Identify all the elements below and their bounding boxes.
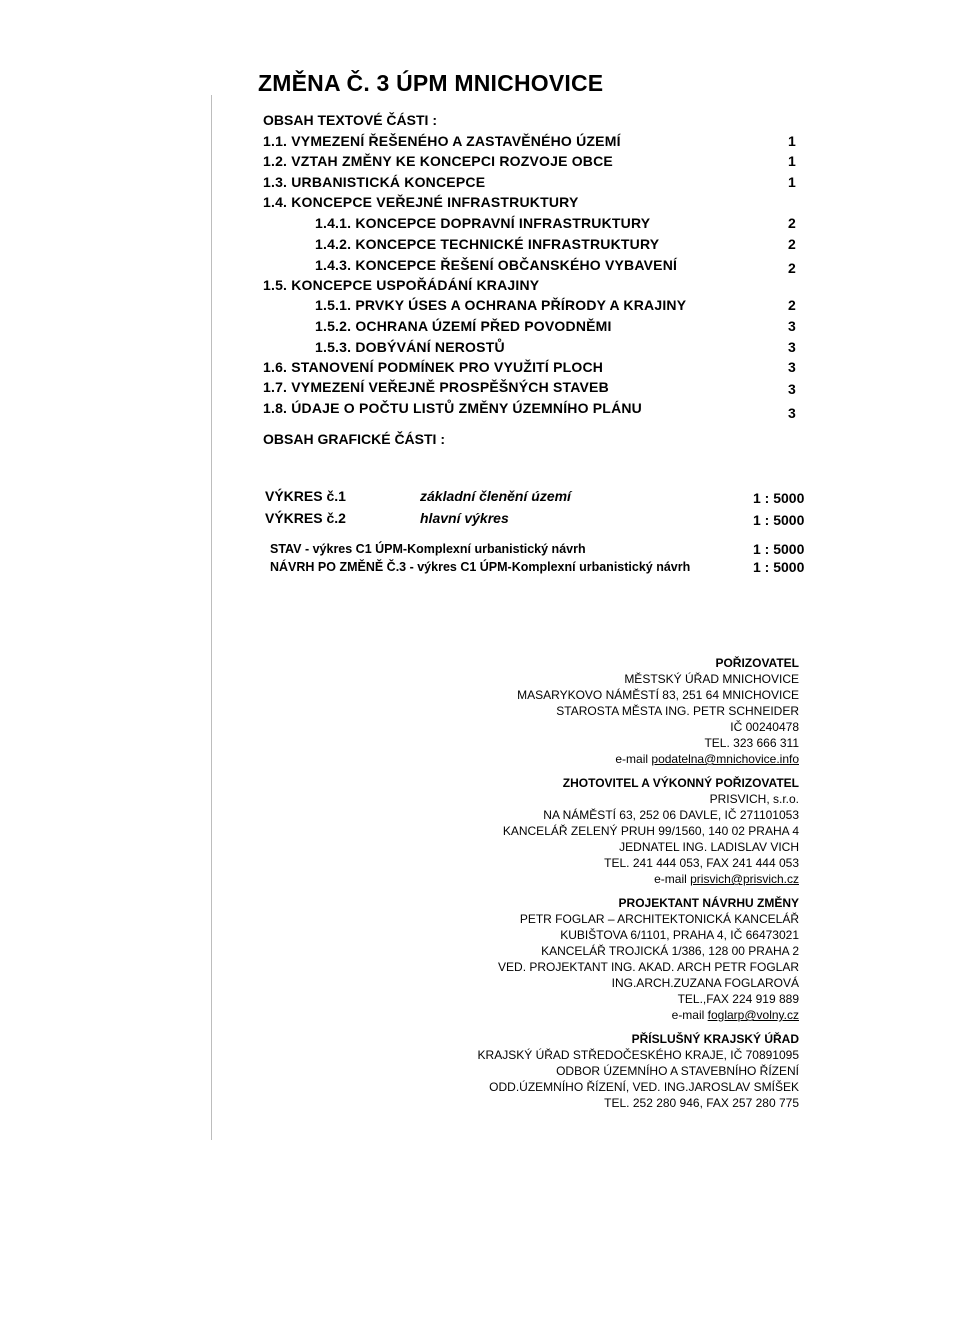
toc-item-page: 1 [788, 174, 796, 190]
projektant-line: ING.ARCH.ZUZANA FOGLAROVÁ [611, 976, 799, 990]
porizovatel-line: STAROSTA MĚSTA ING. PETR SCHNEIDER [556, 704, 799, 718]
toc-item-label: 1.4.3. KONCEPCE ŘEŠENÍ OBČANSKÉHO VYBAVENÍ [315, 257, 678, 273]
zhotovitel-email-link[interactable]: prisvich@prisvich.cz [690, 872, 799, 886]
toc-item-label: 1.5. KONCEPCE USPOŘÁDÁNÍ KRAJINY [263, 277, 540, 293]
contacts-block [379, 655, 799, 1111]
state-scale: 1 : 5000 [753, 541, 805, 557]
krajsky-heading: PŘÍSLUŠNÝ KRAJSKÝ ÚŘAD [631, 1032, 799, 1046]
drawing-scale: 1 : 5000 [753, 512, 805, 528]
porizovatel-line: MĚSTSKÝ ÚŘAD MNICHOVICE [624, 672, 799, 686]
toc-item-label: 1.3. URBANISTICKÁ KONCEPCE [263, 174, 486, 190]
email-prefix: e-mail [654, 872, 691, 886]
toc-item-page: 3 [788, 359, 796, 375]
zhotovitel-line: NA NÁMĚSTÍ 63, 252 06 DAVLE, IČ 271101053 [543, 808, 799, 822]
zhotovitel-line: TEL. 241 444 053, FAX 241 444 053 [604, 856, 799, 870]
porizovatel-heading: POŘIZOVATEL [715, 656, 799, 670]
state-label: NÁVRH PO ZMĚNĚ Č.3 - výkres C1 ÚPM-Komplexní urbanistický návrh [270, 560, 691, 574]
toc-item-label: 1.2. VZTAH ZMĚNY KE KONCEPCI ROZVOJE OBCE [263, 153, 613, 169]
toc-item-label: 1.4.1. KONCEPCE DOPRAVNÍ INFRASTRUKTURY [315, 215, 651, 231]
toc-item-page: 2 [788, 297, 796, 313]
zhotovitel-line: JEDNATEL ING. LADISLAV VICH [619, 840, 799, 854]
zhotovitel-email-line [379, 871, 799, 887]
krajsky-line: KRAJSKÝ ÚŘAD STŘEDOČESKÉHO KRAJE, IČ 70891095 [477, 1048, 799, 1062]
email-prefix: e-mail [615, 752, 652, 766]
toc-item-label: 1.7. VYMEZENÍ VEŘEJNĚ PROSPĚŠNÝCH STAVEB [263, 379, 609, 395]
zhotovitel-line: KANCELÁŘ ZELENÝ PRUH 99/1560, 140 02 PRAHA 4 [502, 824, 799, 838]
margin-rule [211, 95, 212, 1140]
projektant-line: KUBIŠTOVA 6/1101, PRAHA 4, IČ 66473021 [560, 928, 799, 942]
toc-item-page: 3 [788, 405, 796, 421]
porizovatel-line: MASARYKOVO NÁMĚSTÍ 83, 251 64 MNICHOVICE [517, 688, 799, 702]
toc-item-page: 3 [788, 381, 796, 397]
drawing-desc: základní členění území [420, 488, 571, 504]
projektant-line: KANCELÁŘ TROJICKÁ 1/386, 128 00 PRAHA 2 [541, 944, 799, 958]
drawing-scale: 1 : 5000 [753, 490, 805, 506]
porizovatel-line: TEL. 323 666 311 [704, 736, 799, 750]
zhotovitel-line: PRISVICH, s.r.o. [709, 792, 799, 806]
krajsky-line: ODD.ÚZEMNÍHO ŘÍZENÍ, VED. ING.JAROSLAV SMÍŠEK [489, 1080, 799, 1094]
toc-item-page: 1 [788, 133, 796, 149]
toc-item-page: 3 [788, 339, 796, 355]
projektant-heading: PROJEKTANT NÁVRHU ZMĚNY [618, 896, 799, 910]
krajsky-line: TEL. 252 280 946, FAX 257 280 775 [604, 1096, 799, 1110]
toc-item-page: 3 [788, 318, 796, 334]
krajsky-line: ODBOR ÚZEMNÍHO A STAVEBNÍHO ŘÍZENÍ [556, 1064, 799, 1078]
drawing-name: VÝKRES č.2 [265, 510, 346, 526]
porizovatel-line: IČ 00240478 [730, 720, 799, 734]
toc-item-label: 1.6. STANOVENÍ PODMÍNEK PRO VYUŽITÍ PLOCH [263, 359, 604, 375]
toc-item-page: 1 [788, 153, 796, 169]
toc-item-label: 1.1. VYMEZENÍ ŘEŠENÉHO A ZASTAVĚNÉHO ÚZEMÍ [263, 133, 621, 149]
zhotovitel-heading: ZHOTOVITEL A VÝKONNÝ POŘIZOVATEL [562, 776, 799, 790]
toc-item-page: 2 [788, 260, 796, 276]
projektant-email-link[interactable]: foglarp@volny.cz [707, 1008, 799, 1022]
graphic-heading: OBSAH GRAFICKÉ ČÁSTI : [263, 431, 445, 447]
toc-item-page: 2 [788, 215, 796, 231]
projektant-line: PETR FOGLAR – ARCHITEKTONICKÁ KANCELÁŘ [519, 912, 799, 926]
toc-item-label: 1.5.2. OCHRANA ÚZEMÍ PŘED POVODNĚMI [315, 318, 612, 334]
toc-heading: OBSAH TEXTOVÉ ČÁSTI : [263, 112, 437, 128]
document-title: ZMĚNA Č. 3 ÚPM MNICHOVICE [258, 70, 604, 96]
toc-item-label: 1.8. ÚDAJE O POČTU LISTŮ ZMĚNY ÚZEMNÍHO PLÁNU [263, 400, 642, 416]
drawing-desc: hlavní výkres [420, 510, 509, 526]
toc-item-page: 2 [788, 236, 796, 252]
email-prefix: e-mail [671, 1008, 708, 1022]
projektant-email-line [379, 1007, 799, 1023]
projektant-line: TEL.,FAX 224 919 889 [677, 992, 799, 1006]
toc-item-label: 1.5.3. DOBÝVÁNÍ NEROSTŮ [315, 339, 505, 355]
toc-item-label: 1.4. KONCEPCE VEŘEJNÉ INFRASTRUKTURY [263, 194, 579, 210]
state-scale: 1 : 5000 [753, 559, 805, 575]
porizovatel-email-link[interactable]: podatelna@mnichovice.info [651, 752, 799, 766]
projektant-line: VED. PROJEKTANT ING. AKAD. ARCH PETR FOGLAR [498, 960, 799, 974]
toc-item-label: 1.5.1. PRVKY ÚSES A OCHRANA PŘÍRODY A KRAJINY [315, 297, 687, 313]
state-label: STAV - výkres C1 ÚPM-Komplexní urbanistický návrh [270, 542, 586, 556]
porizovatel-email-line [379, 751, 799, 767]
toc-item-label: 1.4.2. KONCEPCE TECHNICKÉ INFRASTRUKTURY [315, 236, 660, 252]
drawing-name: VÝKRES č.1 [265, 488, 346, 504]
